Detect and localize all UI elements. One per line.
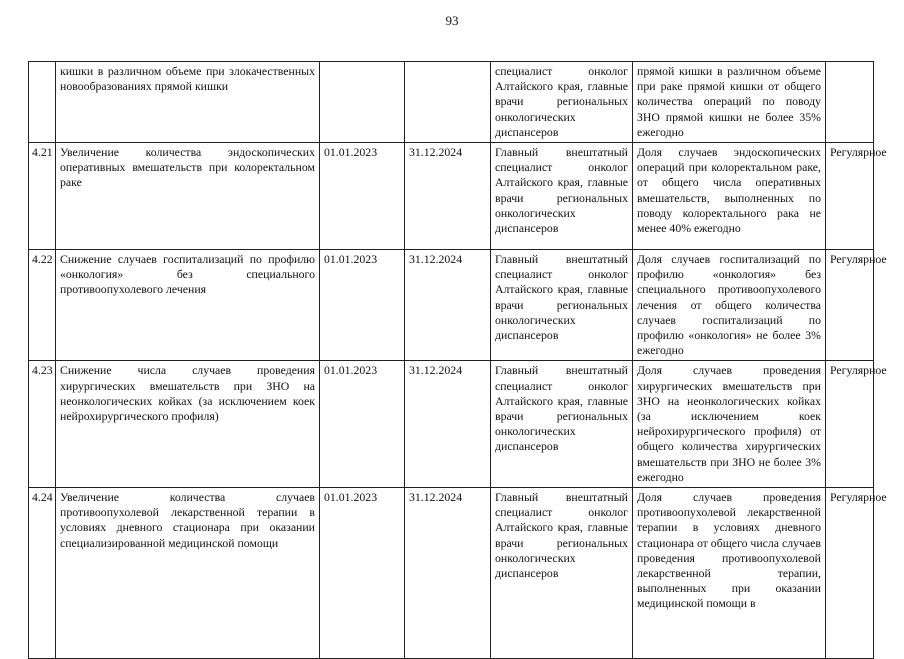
periodicity-text: Регулярное: [830, 252, 887, 267]
cell-periodicity: [826, 361, 887, 488]
table-row: [29, 361, 874, 488]
table-row: [29, 488, 874, 659]
cell-measure-name: [56, 488, 320, 659]
end-date-text: 31.12.2024: [409, 363, 463, 378]
cell-start-date: [320, 62, 405, 143]
cell-start-date: [320, 361, 405, 488]
cell-responsible-executor: [491, 361, 633, 488]
measures-table: [28, 61, 887, 659]
cell-row-number: [29, 62, 56, 143]
cell-result-indicator: [633, 143, 826, 250]
cell-start-date: [320, 488, 405, 659]
result-indicator-text: прямой кишки в различном объеме при раке прямой кишки от общего количества операций по поводу ЗНО прямой кишки не более 35% ежегодно: [637, 64, 821, 139]
cell-row-number: [29, 488, 56, 659]
cell-measure-name: [56, 143, 320, 250]
end-date-text: 31.12.2024: [409, 490, 463, 505]
end-date-text: 31.12.2024: [409, 145, 463, 160]
table-row: [29, 250, 874, 361]
cell-result-indicator: [633, 250, 826, 361]
row-number-text: 4.22: [32, 252, 53, 267]
responsible-executor-text: Главный внештатный специалист онколог Алтайского края, главные врачи региональных онкологических диспансеров: [495, 490, 628, 581]
table-row: [29, 62, 874, 143]
cell-end-date: [405, 62, 491, 143]
cell-end-date: [405, 488, 491, 659]
cell-periodicity: [826, 250, 887, 361]
row-number-text: 4.24: [32, 490, 53, 505]
cell-responsible-executor: [491, 250, 633, 361]
cell-periodicity: [826, 488, 887, 659]
start-date-text: 01.01.2023: [324, 490, 378, 505]
row-number-text: 4.23: [32, 363, 53, 378]
end-date-text: 31.12.2024: [409, 252, 463, 267]
cell-responsible-executor: [491, 62, 633, 143]
cell-start-date: [320, 143, 405, 250]
responsible-executor-text: Главный внештатный специалист онколог Алтайского края, главные врачи региональных онкологических диспансеров: [495, 363, 628, 454]
page-number: 93: [445, 13, 459, 28]
responsible-executor-text: Главный внештатный специалист онколог Алтайского края, главные врачи региональных онкологических диспансеров: [495, 145, 628, 236]
result-indicator-text: Доля случаев проведения хирургических вмешательств при ЗНО на неонкологических койках (за исключением коек нейрохирургического профиля) от общего количества хирургических вмешательств при ЗНО не более 3% ежегодно: [637, 363, 821, 484]
measure-name-text: кишки в различном объеме при злокачественных новообразованиях прямой кишки: [60, 64, 315, 94]
cell-start-date: [320, 250, 405, 361]
measure-name-text: Увеличение количества случаев противоопухолевой лекарственной терапии в условиях дневного стационара при оказании специализированной медицинской помощи: [60, 490, 315, 550]
cell-row-number: [29, 250, 56, 361]
row-number-text: 4.21: [32, 145, 53, 160]
periodicity-text: Регулярное: [830, 145, 887, 160]
table-row: [29, 143, 874, 250]
cell-result-indicator: [633, 62, 826, 143]
start-date-text: 01.01.2023: [324, 363, 378, 378]
start-date-text: 01.01.2023: [324, 252, 378, 267]
result-indicator-text: Доля случаев госпитализаций по профилю «онкология» без специального противоопухолевого лечения от общего количества случаев госпитализаций по профилю «онкология» не более 3% ежегодно: [637, 252, 821, 358]
cell-responsible-executor: [491, 488, 633, 659]
cell-periodicity: [826, 143, 887, 250]
cell-row-number: [29, 361, 56, 488]
cell-result-indicator: [633, 361, 826, 488]
periodicity-text: Регулярное: [830, 363, 887, 378]
measure-name-text: Снижение числа случаев проведения хирургических вмешательств при ЗНО на неонкологических койках (за исключением коек нейрохирургического профиля): [60, 363, 315, 424]
measure-name-text: Увеличение количества эндоскопических оперативных вмешательств при колоректальном раке: [60, 145, 315, 190]
responsible-executor-text: Главный внештатный специалист онколог Алтайского края, главные врачи региональных онкологических диспансеров: [495, 252, 628, 343]
result-indicator-text: Доля случаев проведения противоопухолевой лекарственной терапии в условиях дневного стационара от общего числа случаев проведения противоопухолевой лекарственной терапии, выполненных при оказании медицинской помощи в: [637, 490, 821, 611]
cell-responsible-executor: [491, 143, 633, 250]
measure-name-text: Снижение случаев госпитализаций по профилю «онкология» без специального противоопухолевого лечения: [60, 252, 315, 297]
cell-row-number: [29, 143, 56, 250]
result-indicator-text: Доля случаев эндоскопических операций при колоректальном раке, от общего числа оперативных вмешательств, выполненных по поводу колоректального рака не менее 40% ежегодно: [637, 145, 821, 236]
cell-end-date: [405, 143, 491, 250]
cell-end-date: [405, 361, 491, 488]
cell-end-date: [405, 250, 491, 361]
periodicity-text: Регулярное: [830, 490, 887, 505]
cell-periodicity: [826, 62, 874, 143]
responsible-executor-text: специалист онколог Алтайского края, главные врачи региональных онкологических диспансеров: [495, 64, 628, 139]
cell-measure-name: [56, 250, 320, 361]
cell-measure-name: [56, 361, 320, 488]
start-date-text: 01.01.2023: [324, 145, 378, 160]
cell-measure-name: [56, 62, 320, 143]
cell-result-indicator: [633, 488, 826, 659]
